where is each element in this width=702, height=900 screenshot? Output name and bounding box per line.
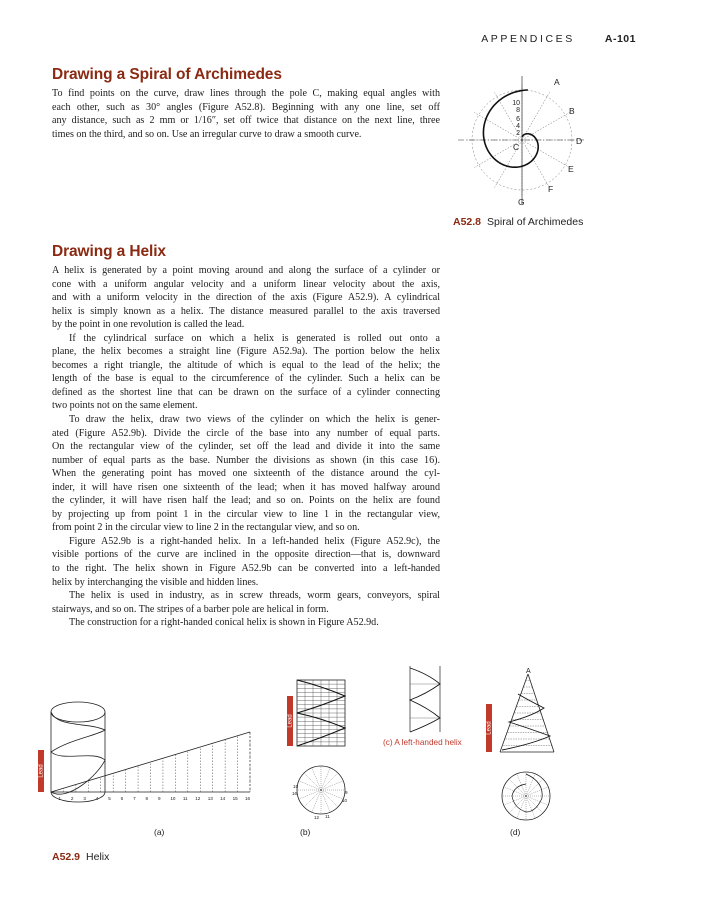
helix-text-line: by the point in one revolution is called the lead.	[52, 319, 245, 331]
spiral-point-G: G	[518, 197, 525, 207]
rolled-number: 13	[207, 796, 213, 801]
helix-text-line: A helix is generated by a point moving around and along the surface of a cylinder or	[52, 265, 440, 276]
helix-b-spoke	[304, 790, 321, 807]
rolled-number: 6	[120, 796, 124, 801]
spiral-point-B: B	[569, 106, 575, 116]
helix-b-spoke	[321, 790, 338, 807]
rolled-number: 2	[70, 796, 74, 801]
spiral-ray	[474, 113, 522, 141]
figure-a528-number: A52.8	[453, 216, 482, 228]
figure-a528-caption	[453, 216, 583, 228]
rolled-number: 16	[245, 796, 251, 801]
spiral-curve	[483, 90, 538, 167]
helix-text-line: On the rectangular view of the cylinder, set off the lead and divide it into the same	[52, 441, 440, 453]
rolled-number: 14	[220, 796, 226, 801]
rolled-number: 10	[170, 796, 176, 801]
scale-label-10: 10	[512, 100, 520, 107]
rolled-number: 3	[83, 796, 86, 801]
helix-text-line: inder, it will have risen one sixteenth of the lead; when it has moved halfway around	[52, 481, 440, 493]
cone-spoke	[526, 796, 543, 813]
spiral-point-D: D	[576, 136, 583, 146]
page-number: A-101	[604, 33, 636, 45]
figure-a529-caption	[52, 851, 109, 863]
spiral-point-E: E	[568, 164, 574, 174]
spiral-paragraph	[52, 87, 440, 141]
cone-helix-curve	[502, 694, 550, 750]
helix-text-line: defined as the shortest line that can be drawn on the surface of a cylinder connecting	[52, 386, 440, 398]
circle-label-16: 16	[292, 791, 298, 796]
rolled-number: 5	[108, 796, 111, 801]
spiral-text-line: times on the third, and so on. Use an irregular curve to draw a smooth curve.	[52, 128, 362, 140]
helix-text-line: If the cylindrical surface on which a helix is generated is rolled out onto a	[69, 332, 440, 344]
figure-c-label: (c) A left-handed helix	[383, 738, 462, 747]
cylinder-helix-curve	[51, 712, 105, 794]
spiral-figure	[452, 70, 602, 210]
rolled-number: 11	[182, 796, 188, 801]
rolled-number: 1	[58, 796, 61, 801]
helix-text-line: To draw the helix, draw two views of the cylinder on which the helix is gener-	[69, 414, 440, 426]
spiral-point-F: F	[548, 184, 554, 194]
helix-text-line: helix is simply known as a helix. The distance measured parallel to the axis traversed	[52, 305, 440, 317]
cone-apex-label: A	[526, 668, 531, 675]
helix-text-line: number of equal parts as the base. Number the divisions as shown (in this case 16).	[52, 454, 440, 466]
circle-label-15: 15	[293, 784, 299, 789]
helix-text-line: ated (Figure A52.9b). Divide the circle of the base into any number of equal parts.	[52, 427, 440, 439]
scale-label-4: 4	[516, 123, 520, 130]
cone-spoke	[509, 796, 526, 813]
section-title: APPENDICES	[481, 33, 575, 45]
figure-a-label: (a)	[154, 827, 165, 837]
lead-label-a: Lead	[38, 764, 45, 778]
cone-plan-spiral	[512, 774, 542, 812]
rolled-numbers	[58, 796, 250, 801]
helix-text-line: the cylinder, it will have risen half the lead; and so on. Points on the helix are found	[52, 495, 440, 507]
helix-text-line: Figure A52.9b is a right-handed helix. In a left-handed helix (Figure A52.9c), the	[69, 535, 440, 547]
helix-text-line: by projecting up from point 1 in the circular view to line 1 in the rectangular view,	[52, 508, 440, 520]
helix-text-line: length of the base is equal to the circumference of the cylinder. Such a helix can be	[52, 373, 440, 385]
helix-text-line: When the generating point has moved one sixteenth of the distance around the cyl-	[52, 468, 440, 480]
rolled-number: 4	[95, 796, 99, 801]
figure-d-label: (d)	[510, 827, 521, 837]
spiral-point-C: C	[513, 142, 520, 152]
helix-text-line: cone with a uniform angular velocity and a uniform linear velocity about the axis,	[52, 278, 440, 290]
helix-text-line: The construction for a right-handed conical helix is shown in Figure A52.9d.	[69, 617, 379, 629]
figure-a529-title: Helix	[86, 851, 110, 863]
helix-c-curve	[410, 668, 440, 732]
helix-heading: Drawing a Helix	[52, 243, 166, 260]
circle-label-10: 10	[342, 798, 348, 803]
helix-figure-b	[285, 676, 365, 822]
lead-label-b: Lead	[287, 714, 294, 728]
helix-text-line: and with a uniform velocity in the direction of the axis (Figure A52.9). A cylindrical	[52, 292, 440, 304]
cone-left-edge	[500, 674, 528, 752]
cone-spoke	[526, 779, 543, 796]
rolled-number: 8	[145, 796, 149, 801]
scale-label-8: 8	[516, 107, 520, 114]
spiral-heading: Drawing a Spiral of Archimedes	[52, 66, 282, 83]
rolled-divisions	[63, 732, 250, 792]
spiral-text-line: To find points on the curve, draw lines through the pole C, making equal angles with	[52, 88, 440, 99]
figure-a529-number: A52.9	[52, 851, 81, 863]
spiral-ray	[522, 113, 570, 141]
helix-text-line: stairways, and so on. The stripes of a barber pole are helical in form.	[52, 603, 329, 615]
figure-b-label: (b)	[300, 827, 311, 837]
figure-a528-title: Spiral of Archimedes	[487, 216, 584, 228]
circle-label-9: 9	[345, 790, 348, 795]
helix-text-line: two points not on the same element.	[52, 400, 198, 412]
spiral-ray	[522, 92, 550, 140]
helix-figure-c	[400, 660, 450, 740]
spiral-point-A: A	[554, 77, 560, 87]
circle-label-12: 12	[314, 815, 320, 820]
spiral-text-line: any distance, such as 2 mm or 1/16″, set off twice that distance on the next line, three	[52, 115, 440, 127]
helix-b-spoke	[304, 773, 321, 790]
cylinder-top-ellipse	[51, 702, 105, 722]
rolled-number: 9	[157, 796, 161, 801]
helix-figure-d	[482, 664, 568, 828]
helix-body	[52, 264, 440, 630]
helix-b-element-lines	[297, 680, 345, 746]
scale-label-6: 6	[516, 116, 520, 123]
helix-text-line: The helix is used in industry, as in screw threads, worm gears, conveyors, spiral	[69, 590, 440, 602]
helix-text-line: helix by interchanging the visible and hidden lines.	[52, 576, 259, 588]
running-head	[481, 33, 636, 45]
rolled-number: 15	[232, 796, 238, 801]
helix-text-line: becomes a right triangle, the altitude of which is equal to the lead of the helix; the	[52, 359, 440, 371]
lead-label-d: Lead	[486, 721, 493, 735]
helix-figure-a	[38, 690, 260, 820]
circle-label-11: 11	[325, 814, 330, 819]
helix-text-line: to the right. The helix shown in Figure A52.9b can be converted into a left-handed	[52, 563, 440, 575]
helix-text-line: visible portions of the curve are inclined in the opposite direction—that is, downward	[52, 549, 440, 561]
spiral-text-line: each other, such as 30° angles (Figure A52.8). Beginning with any one line, set off	[52, 101, 440, 113]
rolled-number: 12	[195, 796, 201, 801]
helix-b-spoke	[321, 773, 338, 790]
scale-label-2: 2	[516, 130, 520, 137]
rolled-number: 7	[133, 796, 136, 801]
cone-construction-lines	[503, 681, 553, 746]
helix-text-line: plane, the helix becomes a straight line (Figure A52.9a). The portion below the helix	[52, 346, 440, 358]
helix-text-line: from point 2 in the circular view to line 2 in the rectangular view, and so on.	[52, 522, 360, 534]
